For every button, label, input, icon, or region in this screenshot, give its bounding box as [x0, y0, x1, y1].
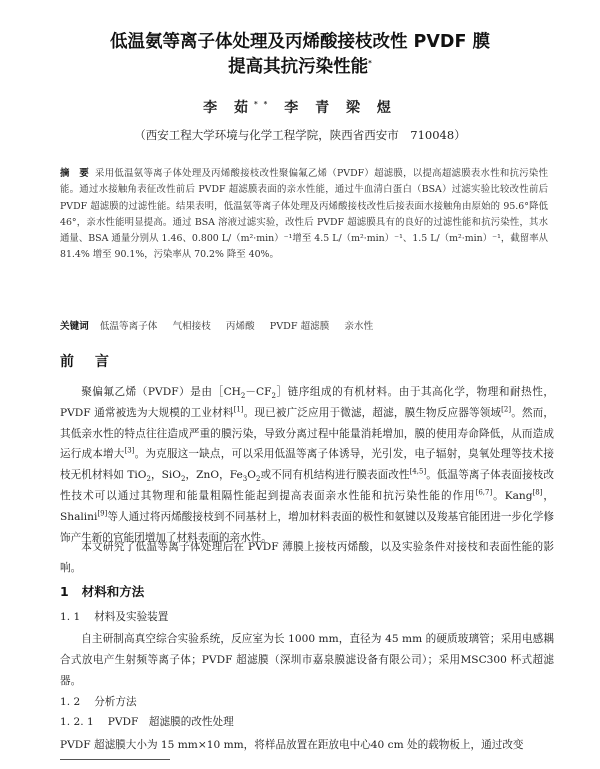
citation: [4,5] — [409, 467, 427, 476]
paragraph-scope: 本文研究了低温等离子体处理后在 PVDF 薄膜上接枝丙烯酸，以及实验条件对接枝和表面性能的影响。 — [60, 541, 554, 574]
abstract-label: 摘 要 — [60, 168, 90, 179]
affiliation: （西安工程大学环境与化学工程学院，陕西省西安市 710048） — [134, 128, 466, 142]
citation: [9] — [97, 509, 108, 518]
paper-title-line1: 低温氨等离子体处理及丙烯酸接枝改性 PVDF 膜 — [109, 32, 491, 52]
citation: [8] — [532, 488, 543, 497]
author-1: 李 茹 — [203, 100, 255, 116]
authors — [0, 97, 600, 117]
paragraph-intro: 聚偏氟乙烯（PVDF）是由$[CH_2-CF_2]$链序组成的有机材料。由于其高化学，物理和耐热性，PVDF 通常被选为大规模的工业材料[1]。现已被广泛应用于微滤，超滤，膜生物反应器等领域[2]。然而，其低亲水性的特点往往造成严重的膜污染，导致分离过程中能量消耗增加，膜的使用寿命降低，从而造成运行成本增大[3]。为克服这一缺点，可以采用低温等离子体诱导，光引发，电子辐射，臭氧处理等技术接枝无机材料如 TiO$_2$，SiO$_2$，ZnO，$Fe_3O_2$或不同有机结构进行膜表面改性[4,5]。低温等离子体表面接枝改性技术可以通过其物理和能量粗隔性能起到提高表面亲水性能和抗污染性能的作用[6,7]。Kang[8]，Shalini[9]等人通过将丙烯酸接枝到不同基材上，增加材料表面的极性和氨键以及羧基官能团进一步化学修饰产生新的官能团增加了材料表面的亲水性。 — [60, 386, 555, 544]
paragraph-method: PVDF 超滤膜大小为 15 mm×10 mm，将样品放置在距放电中心40 cm 处的载物板上，通过改变 — [60, 739, 524, 751]
keyword: 亲水性 — [344, 321, 374, 332]
citation: [1] — [233, 405, 244, 414]
subsection-heading-1-1: 1. 1 材料及实验装置 — [60, 611, 169, 623]
footnote-divider — [60, 759, 170, 760]
section-heading-preface: 前 言 — [60, 354, 117, 370]
subsection-heading-1-2-1: 1. 2. 1 PVDF 超滤膜的改性处理 — [60, 716, 234, 728]
citation: [3] — [124, 446, 135, 455]
keywords — [60, 318, 548, 332]
title-footnote-mark: * — [368, 59, 372, 68]
subsection-heading-1-2: 1. 2 分析方法 — [60, 696, 137, 708]
citation: [2] — [501, 405, 512, 414]
keyword: PVDF 超滤膜 — [269, 321, 330, 332]
section-heading-1: 1 材料和方法 — [60, 584, 145, 599]
keyword: 低温等离子体 — [99, 321, 158, 332]
keywords-label: 关键词 — [60, 321, 89, 332]
author-1-mark: ** — [254, 99, 274, 109]
citation: [6,7] — [475, 488, 493, 497]
paper-title-line2: 提高其抗污染性能* — [228, 57, 372, 77]
keyword: 丙烯酸 — [225, 321, 255, 332]
author-2: 李 青 梁 煜 — [284, 100, 397, 116]
keyword: 气相接枝 — [172, 321, 211, 332]
abstract — [60, 166, 548, 264]
paragraph-materials: 自主研制高真空综合实验系统，反应室为长 1000 mm，直径为 45 mm 的硬质玻璃管；采用电感耦合式放电产生射频等离子体；PVDF 超滤膜（深圳市嘉泉膜滤设备有限公司）；采用MSC300 杯式超滤器。 — [60, 633, 554, 687]
abstract-text: 采用低温氨等离子体处理及丙烯酸接枝改性聚偏氟乙烯（PVDF）超滤膜，以提高超滤膜表水性和抗污染性能。通过水接触角表征改性前后 PVDF 超滤膜表面的亲水性能，通过牛血清白蛋白（BSA）过滤实验比较改性前后 PVDF 超滤膜的过滤性能。结果表明，低温氨等离子体处理及丙烯酸接枝改性后接表面水接触角由原始的 95.6°降低 46°，亲水性能明显提高。通过 BSA 溶液过滤实验，改性后 PVDF 超滤膜具有的良好的过滤性能和抗污染性，其水通量、BSA 通量分别从 1.46、0.800 L/（m²·min）⁻¹增至 4.5 L/（m²·min）⁻¹、1.5 L/（m²·min）⁻¹，截留率从 81.4% 增至 90.1%，污染率从 70.2% 降至 40%。 — [60, 168, 548, 261]
